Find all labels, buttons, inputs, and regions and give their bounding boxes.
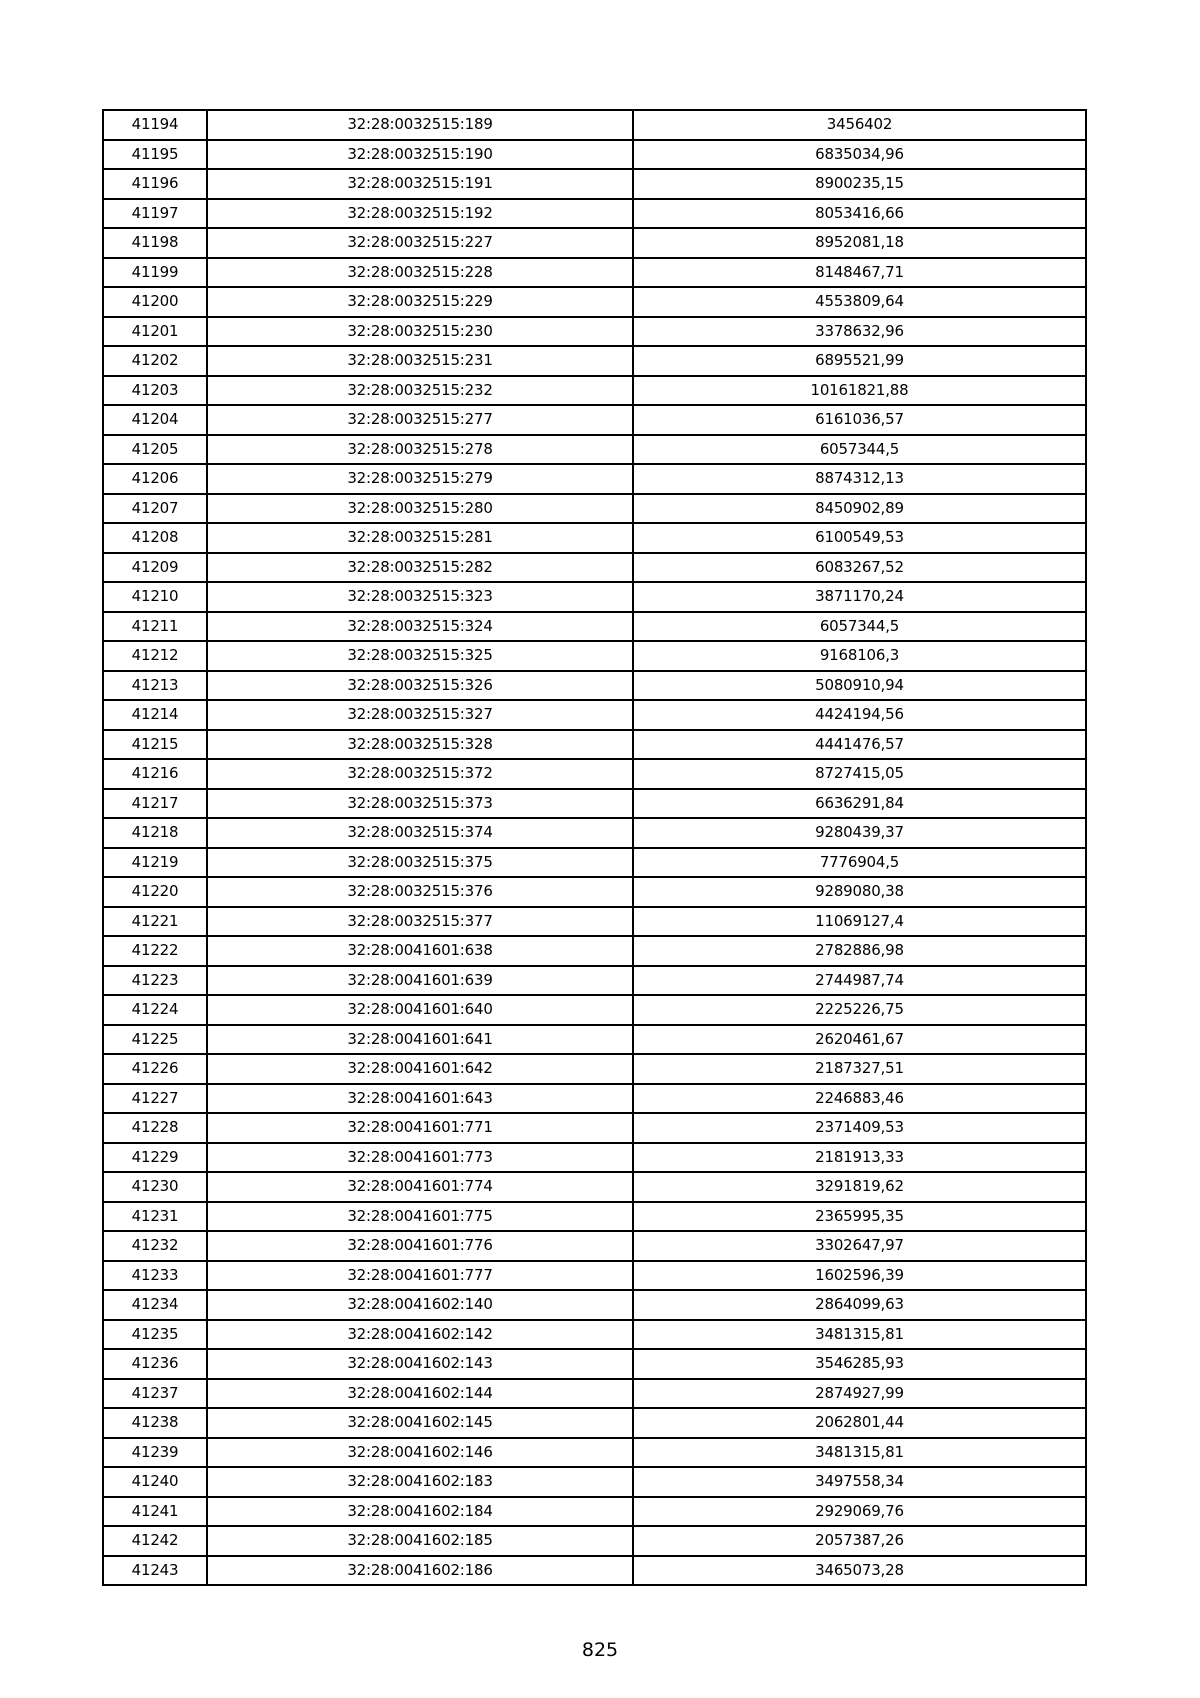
cadastral-value-cell: 9168106,3 bbox=[633, 641, 1086, 671]
cadastral-value-cell: 2371409,53 bbox=[633, 1113, 1086, 1143]
cadastral-value-cell: 4441476,57 bbox=[633, 730, 1086, 760]
table-row bbox=[103, 582, 1086, 612]
cadastral-number-cell: 32:28:0032515:189 bbox=[207, 110, 633, 140]
table-row bbox=[103, 1349, 1086, 1379]
row-number-cell: 41195 bbox=[103, 140, 207, 170]
table-row bbox=[103, 1320, 1086, 1350]
row-number-cell: 41224 bbox=[103, 995, 207, 1025]
row-number-cell: 41232 bbox=[103, 1231, 207, 1261]
cadastral-value-cell: 8874312,13 bbox=[633, 464, 1086, 494]
table-row bbox=[103, 405, 1086, 435]
cadastral-number-cell: 32:28:0032515:281 bbox=[207, 523, 633, 553]
table-row bbox=[103, 287, 1086, 317]
cadastral-number-cell: 32:28:0032515:323 bbox=[207, 582, 633, 612]
row-number-cell: 41220 bbox=[103, 877, 207, 907]
cadastral-number-cell: 32:28:0041601:777 bbox=[207, 1261, 633, 1291]
cadastral-number-cell: 32:28:0032515:227 bbox=[207, 228, 633, 258]
cadastral-value-cell: 8053416,66 bbox=[633, 199, 1086, 229]
cadastral-value-cell: 8450902,89 bbox=[633, 494, 1086, 524]
cadastral-number-cell: 32:28:0032515:192 bbox=[207, 199, 633, 229]
cadastral-value-cell: 3481315,81 bbox=[633, 1438, 1086, 1468]
table-row bbox=[103, 376, 1086, 406]
table-row bbox=[103, 1290, 1086, 1320]
row-number-cell: 41240 bbox=[103, 1467, 207, 1497]
row-number-cell: 41226 bbox=[103, 1054, 207, 1084]
cadastral-number-cell: 32:28:0041601:638 bbox=[207, 936, 633, 966]
cadastral-number-cell: 32:28:0032515:279 bbox=[207, 464, 633, 494]
cadastral-value-table bbox=[102, 109, 1087, 1586]
row-number-cell: 41215 bbox=[103, 730, 207, 760]
row-number-cell: 41207 bbox=[103, 494, 207, 524]
cadastral-value-cell: 2365995,35 bbox=[633, 1202, 1086, 1232]
cadastral-value-cell: 2062801,44 bbox=[633, 1408, 1086, 1438]
table-row bbox=[103, 110, 1086, 140]
row-number-cell: 41202 bbox=[103, 346, 207, 376]
table-row bbox=[103, 228, 1086, 258]
row-number-cell: 41211 bbox=[103, 612, 207, 642]
table-row bbox=[103, 1172, 1086, 1202]
row-number-cell: 41194 bbox=[103, 110, 207, 140]
row-number-cell: 41203 bbox=[103, 376, 207, 406]
cadastral-number-cell: 32:28:0032515:376 bbox=[207, 877, 633, 907]
cadastral-value-cell: 4424194,56 bbox=[633, 700, 1086, 730]
cadastral-number-cell: 32:28:0041602:143 bbox=[207, 1349, 633, 1379]
cadastral-number-cell: 32:28:0041601:643 bbox=[207, 1084, 633, 1114]
cadastral-value-cell: 9280439,37 bbox=[633, 818, 1086, 848]
cadastral-value-cell: 6636291,84 bbox=[633, 789, 1086, 819]
row-number-cell: 41222 bbox=[103, 936, 207, 966]
cadastral-value-cell: 1602596,39 bbox=[633, 1261, 1086, 1291]
cadastral-value-cell: 2744987,74 bbox=[633, 966, 1086, 996]
row-number-cell: 41230 bbox=[103, 1172, 207, 1202]
cadastral-number-cell: 32:28:0032515:228 bbox=[207, 258, 633, 288]
row-number-cell: 41237 bbox=[103, 1379, 207, 1409]
table-row bbox=[103, 818, 1086, 848]
cadastral-number-cell: 32:28:0032515:326 bbox=[207, 671, 633, 701]
cadastral-number-cell: 32:28:0032515:377 bbox=[207, 907, 633, 937]
table-row bbox=[103, 700, 1086, 730]
cadastral-number-cell: 32:28:0032515:229 bbox=[207, 287, 633, 317]
row-number-cell: 41205 bbox=[103, 435, 207, 465]
page-number: 825 bbox=[581, 1639, 619, 1661]
row-number-cell: 41197 bbox=[103, 199, 207, 229]
cadastral-value-cell: 3456402 bbox=[633, 110, 1086, 140]
cadastral-number-cell: 32:28:0041601:640 bbox=[207, 995, 633, 1025]
table-row bbox=[103, 494, 1086, 524]
table-row bbox=[103, 317, 1086, 347]
cadastral-value-cell: 3546285,93 bbox=[633, 1349, 1086, 1379]
table-row bbox=[103, 612, 1086, 642]
table-row bbox=[103, 1467, 1086, 1497]
table-row bbox=[103, 1497, 1086, 1527]
cadastral-value-cell: 11069127,4 bbox=[633, 907, 1086, 937]
row-number-cell: 41243 bbox=[103, 1556, 207, 1586]
cadastral-number-cell: 32:28:0032515:328 bbox=[207, 730, 633, 760]
cadastral-value-cell: 2929069,76 bbox=[633, 1497, 1086, 1527]
row-number-cell: 41212 bbox=[103, 641, 207, 671]
cadastral-value-cell: 3497558,34 bbox=[633, 1467, 1086, 1497]
cadastral-value-cell: 3291819,62 bbox=[633, 1172, 1086, 1202]
table-row bbox=[103, 1054, 1086, 1084]
row-number-cell: 41198 bbox=[103, 228, 207, 258]
row-number-cell: 41209 bbox=[103, 553, 207, 583]
row-number-cell: 41242 bbox=[103, 1526, 207, 1556]
cadastral-number-cell: 32:28:0032515:282 bbox=[207, 553, 633, 583]
row-number-cell: 41236 bbox=[103, 1349, 207, 1379]
cadastral-number-cell: 32:28:0032515:324 bbox=[207, 612, 633, 642]
row-number-cell: 41200 bbox=[103, 287, 207, 317]
row-number-cell: 41225 bbox=[103, 1025, 207, 1055]
cadastral-number-cell: 32:28:0041601:773 bbox=[207, 1143, 633, 1173]
row-number-cell: 41238 bbox=[103, 1408, 207, 1438]
cadastral-value-cell: 3378632,96 bbox=[633, 317, 1086, 347]
cadastral-value-cell: 5080910,94 bbox=[633, 671, 1086, 701]
table-row bbox=[103, 671, 1086, 701]
cadastral-number-cell: 32:28:0041601:771 bbox=[207, 1113, 633, 1143]
cadastral-number-cell: 32:28:0032515:327 bbox=[207, 700, 633, 730]
cadastral-value-cell: 2782886,98 bbox=[633, 936, 1086, 966]
cadastral-number-cell: 32:28:0041602:145 bbox=[207, 1408, 633, 1438]
cadastral-value-cell: 7776904,5 bbox=[633, 848, 1086, 878]
cadastral-value-cell: 10161821,88 bbox=[633, 376, 1086, 406]
row-number-cell: 41239 bbox=[103, 1438, 207, 1468]
cadastral-value-cell: 2187327,51 bbox=[633, 1054, 1086, 1084]
cadastral-value-cell: 2225226,75 bbox=[633, 995, 1086, 1025]
cadastral-number-cell: 32:28:0041602:140 bbox=[207, 1290, 633, 1320]
row-number-cell: 41204 bbox=[103, 405, 207, 435]
table-row bbox=[103, 995, 1086, 1025]
table-row bbox=[103, 199, 1086, 229]
row-number-cell: 41231 bbox=[103, 1202, 207, 1232]
cadastral-value-cell: 8148467,71 bbox=[633, 258, 1086, 288]
row-number-cell: 41213 bbox=[103, 671, 207, 701]
cadastral-number-cell: 32:28:0032515:190 bbox=[207, 140, 633, 170]
cadastral-number-cell: 32:28:0032515:230 bbox=[207, 317, 633, 347]
row-number-cell: 41216 bbox=[103, 759, 207, 789]
table-row bbox=[103, 1202, 1086, 1232]
cadastral-number-cell: 32:28:0032515:231 bbox=[207, 346, 633, 376]
cadastral-number-cell: 32:28:0041601:776 bbox=[207, 1231, 633, 1261]
cadastral-number-cell: 32:28:0032515:373 bbox=[207, 789, 633, 819]
cadastral-value-cell: 3481315,81 bbox=[633, 1320, 1086, 1350]
row-number-cell: 41233 bbox=[103, 1261, 207, 1291]
cadastral-value-cell: 2181913,33 bbox=[633, 1143, 1086, 1173]
cadastral-value-cell: 2874927,99 bbox=[633, 1379, 1086, 1409]
cadastral-number-cell: 32:28:0041601:642 bbox=[207, 1054, 633, 1084]
row-number-cell: 41235 bbox=[103, 1320, 207, 1350]
cadastral-number-cell: 32:28:0041601:639 bbox=[207, 966, 633, 996]
cadastral-number-cell: 32:28:0041602:183 bbox=[207, 1467, 633, 1497]
cadastral-value-cell: 6161036,57 bbox=[633, 405, 1086, 435]
cadastral-value-cell: 2057387,26 bbox=[633, 1526, 1086, 1556]
cadastral-value-cell: 6083267,52 bbox=[633, 553, 1086, 583]
cadastral-number-cell: 32:28:0032515:375 bbox=[207, 848, 633, 878]
cadastral-number-cell: 32:28:0032515:280 bbox=[207, 494, 633, 524]
row-number-cell: 41223 bbox=[103, 966, 207, 996]
table-row bbox=[103, 1526, 1086, 1556]
cadastral-number-cell: 32:28:0032515:278 bbox=[207, 435, 633, 465]
cadastral-number-cell: 32:28:0032515:232 bbox=[207, 376, 633, 406]
table-row bbox=[103, 435, 1086, 465]
cadastral-value-cell: 4553809,64 bbox=[633, 287, 1086, 317]
cadastral-value-cell: 9289080,38 bbox=[633, 877, 1086, 907]
cadastral-number-cell: 32:28:0041601:774 bbox=[207, 1172, 633, 1202]
cadastral-number-cell: 32:28:0032515:191 bbox=[207, 169, 633, 199]
row-number-cell: 41221 bbox=[103, 907, 207, 937]
table-row bbox=[103, 1231, 1086, 1261]
cadastral-number-cell: 32:28:0041602:186 bbox=[207, 1556, 633, 1586]
row-number-cell: 41208 bbox=[103, 523, 207, 553]
cadastral-value-cell: 6100549,53 bbox=[633, 523, 1086, 553]
cadastral-number-cell: 32:28:0041601:775 bbox=[207, 1202, 633, 1232]
table-row bbox=[103, 553, 1086, 583]
cadastral-value-cell: 6835034,96 bbox=[633, 140, 1086, 170]
table-row bbox=[103, 1025, 1086, 1055]
cadastral-value-cell: 2620461,67 bbox=[633, 1025, 1086, 1055]
table-row bbox=[103, 966, 1086, 996]
row-number-cell: 41210 bbox=[103, 582, 207, 612]
cadastral-value-cell: 3465073,28 bbox=[633, 1556, 1086, 1586]
table-row bbox=[103, 730, 1086, 760]
table-row bbox=[103, 1084, 1086, 1114]
table-row bbox=[103, 1113, 1086, 1143]
table-row bbox=[103, 523, 1086, 553]
row-number-cell: 41199 bbox=[103, 258, 207, 288]
row-number-cell: 41219 bbox=[103, 848, 207, 878]
row-number-cell: 41214 bbox=[103, 700, 207, 730]
table-row bbox=[103, 140, 1086, 170]
row-number-cell: 41201 bbox=[103, 317, 207, 347]
cadastral-value-cell: 3871170,24 bbox=[633, 582, 1086, 612]
cadastral-number-cell: 32:28:0032515:325 bbox=[207, 641, 633, 671]
cadastral-number-cell: 32:28:0041602:184 bbox=[207, 1497, 633, 1527]
row-number-cell: 41196 bbox=[103, 169, 207, 199]
row-number-cell: 41241 bbox=[103, 1497, 207, 1527]
cadastral-number-cell: 32:28:0032515:277 bbox=[207, 405, 633, 435]
table-row bbox=[103, 759, 1086, 789]
cadastral-value-cell: 2246883,46 bbox=[633, 1084, 1086, 1114]
table-row bbox=[103, 1408, 1086, 1438]
row-number-cell: 41228 bbox=[103, 1113, 207, 1143]
cadastral-value-cell: 3302647,97 bbox=[633, 1231, 1086, 1261]
cadastral-number-cell: 32:28:0041601:641 bbox=[207, 1025, 633, 1055]
table-row bbox=[103, 848, 1086, 878]
table-row bbox=[103, 1379, 1086, 1409]
row-number-cell: 41218 bbox=[103, 818, 207, 848]
table-row bbox=[103, 641, 1086, 671]
table-row bbox=[103, 169, 1086, 199]
table-row bbox=[103, 1438, 1086, 1468]
table-body bbox=[103, 110, 1086, 1585]
cadastral-number-cell: 32:28:0041602:146 bbox=[207, 1438, 633, 1468]
table-row bbox=[103, 936, 1086, 966]
cadastral-value-cell: 2864099,63 bbox=[633, 1290, 1086, 1320]
table-row bbox=[103, 1261, 1086, 1291]
cadastral-number-cell: 32:28:0032515:374 bbox=[207, 818, 633, 848]
table-row bbox=[103, 907, 1086, 937]
cadastral-value-cell: 8900235,15 bbox=[633, 169, 1086, 199]
cadastral-number-cell: 32:28:0041602:144 bbox=[207, 1379, 633, 1409]
row-number-cell: 41217 bbox=[103, 789, 207, 819]
cadastral-number-cell: 32:28:0032515:372 bbox=[207, 759, 633, 789]
row-number-cell: 41206 bbox=[103, 464, 207, 494]
row-number-cell: 41234 bbox=[103, 1290, 207, 1320]
row-number-cell: 41229 bbox=[103, 1143, 207, 1173]
table-row bbox=[103, 346, 1086, 376]
cadastral-value-cell: 8727415,05 bbox=[633, 759, 1086, 789]
table-row bbox=[103, 258, 1086, 288]
table-row bbox=[103, 789, 1086, 819]
cadastral-value-cell: 6057344,5 bbox=[633, 435, 1086, 465]
table-row bbox=[103, 464, 1086, 494]
cadastral-value-cell: 6057344,5 bbox=[633, 612, 1086, 642]
table-row bbox=[103, 877, 1086, 907]
cadastral-value-cell: 8952081,18 bbox=[633, 228, 1086, 258]
row-number-cell: 41227 bbox=[103, 1084, 207, 1114]
cadastral-value-cell: 6895521,99 bbox=[633, 346, 1086, 376]
cadastral-number-cell: 32:28:0041602:185 bbox=[207, 1526, 633, 1556]
table-row bbox=[103, 1143, 1086, 1173]
cadastral-number-cell: 32:28:0041602:142 bbox=[207, 1320, 633, 1350]
table-row bbox=[103, 1556, 1086, 1586]
